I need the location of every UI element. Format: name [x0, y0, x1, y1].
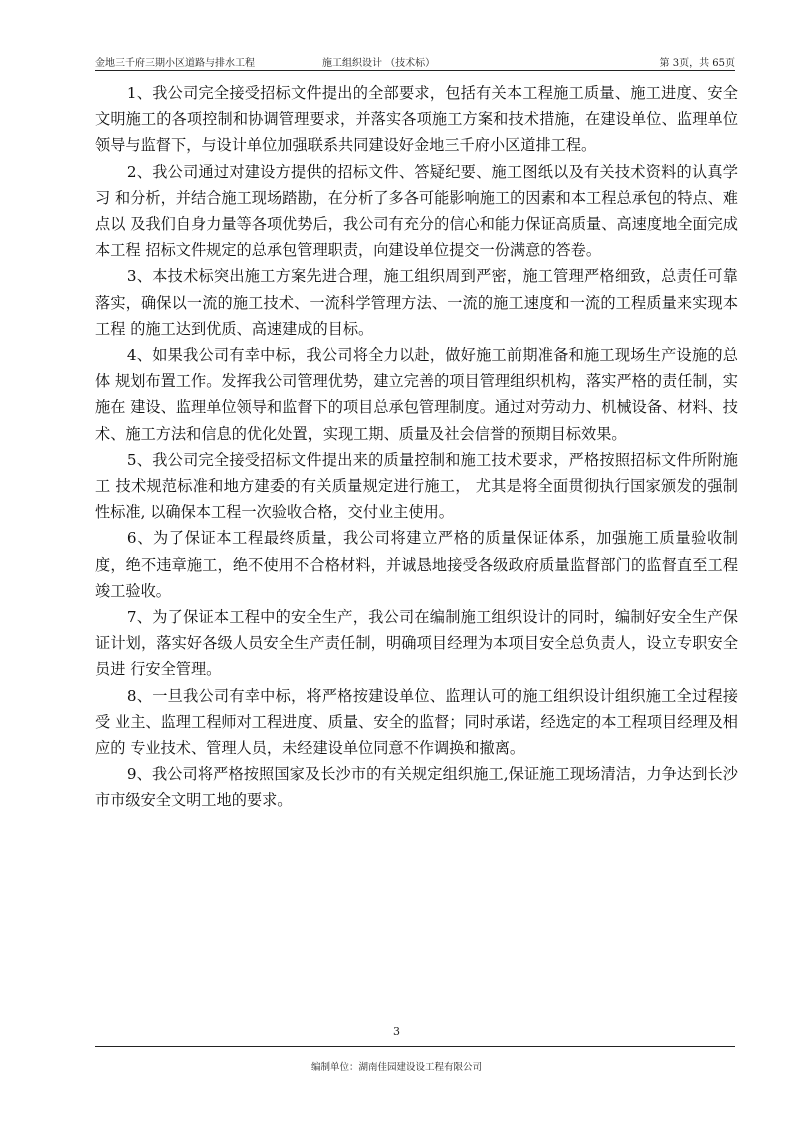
paragraph-1: 1、我公司完全接受招标文件提出的全部要求，包括有关本工程施工质量、施工进度、安全文明施工的各项控制和协调管理要求，并落实各项施工方案和技术措施，在建设单位、监理单位领导与监督下，与设计单位加强联系共同建设好金地三千府小区道排工程。	[95, 84, 738, 155]
paragraph-4: 4、如果我公司有幸中标，我公司将全力以赴，做好施工前期准备和施工现场生产设施的总体 规划布置工作。发挥我公司管理优势，建立完善的项目管理组织机构，落实严格的责任制，实施在 建设、监理单位领导和监督下的项目总承包管理制度。通过对劳动力、机械设备、材料、技术、施工方法和信息的优化处置，实现工期、质量及社会信誉的预期目标效果。	[95, 346, 738, 443]
paragraph-2: 2、我公司通过对建设方提供的招标文件、答疑纪要、施工图纸以及有关技术资料的认真学习 和分析，并结合施工现场踏勘，在分析了多各可能影响施工的因素和本工程总承包的特点、难点以 及我们自身力量等各项优势后，我公司有充分的信心和能力保证高质量、高速度地全面完成本工程 招标文件规定的总承包管理职责，向建设单位提交一份满意的答卷。	[95, 162, 738, 260]
footer-divider	[95, 1046, 735, 1047]
paragraph-5: 5、我公司完全接受招标文件提出来的质量控制和施工技术要求，严格按照招标文件所附施工 技术规范标准和地方建委的有关质量规定进行施工， 尤其是将全面贯彻执行国家颁发的强制性标准, 以确保本工程一次验收合格，交付业主使用。	[95, 450, 738, 522]
header-document-type: 施工组织设计 （技术标）	[322, 58, 436, 69]
body-content	[95, 80, 738, 814]
footer-company: 编制单位：湖南佳园建设设工程有限公司	[310, 1062, 482, 1073]
paragraph-6: 6、为了保证本工程最终质量，我公司将建立严格的质量保证体系，加强施工质量验收制度，绝不违章施工，绝不使用不合格材料，并诚恳地接受各级政府质量监督部门的监督直至工程竣工验收。	[95, 529, 738, 600]
page-header	[95, 50, 735, 70]
paragraph-9: 9、我公司将严格按照国家及长沙市的有关规定组织施工,保证施工现场清洁，力争达到长沙市市级安全文明工地的要求。	[95, 765, 738, 810]
paragraph-8: 8、一旦我公司有幸中标，将严格按建设单位、监理认可的施工组织设计组织施工全过程接受 业主、监理工程师对工程进度、质量、安全的监督；同时承诺，经选定的本工程项目经理及相应的 专业技术、管理人员，未经建设单位同意不作调换和撤离。	[95, 686, 738, 758]
paragraph-3: 3、本技术标突出施工方案先进合理，施工组织周到严密，施工管理严格细致，总责任可靠落实，确保以一流的施工技术、一流科学管理方法、一流的施工速度和一流的工程质量来实现本工程 的施工达到优质、高速建成的目标。	[95, 267, 738, 338]
paragraph-7: 7、为了保证本工程中的安全生产，我公司在编制施工组织设计的同时，编制好安全生产保证计划，落实好各级人员安全生产责任制，明确项目经理为本项目安全总负责人，设立专职安全员进 行安全管理。	[95, 608, 738, 679]
header-project-title: 金地三千府三期小区道路与排水工程	[95, 58, 255, 69]
page-number: 3	[393, 1025, 400, 1038]
header-page-info: 第 3页，共 65页	[659, 58, 735, 69]
header-divider	[95, 70, 735, 71]
